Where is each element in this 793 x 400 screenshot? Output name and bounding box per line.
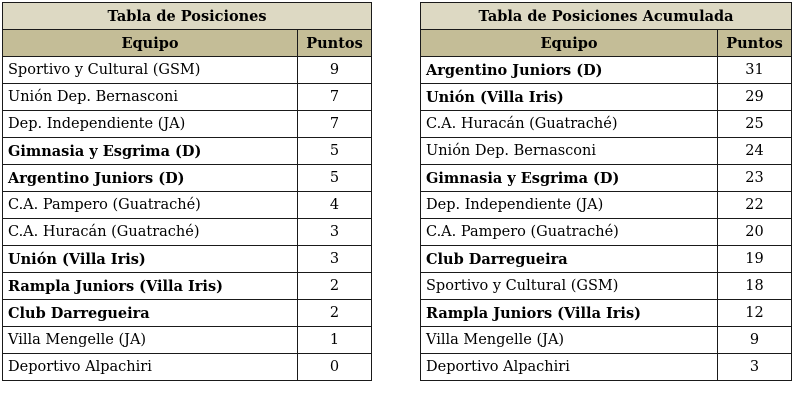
points-cell: 20 bbox=[718, 219, 792, 246]
points-cell: 25 bbox=[718, 111, 792, 138]
points-cell: 2 bbox=[298, 300, 372, 327]
team-name-cell: Club Darregueira bbox=[3, 300, 298, 327]
table-row bbox=[421, 219, 792, 246]
table-row bbox=[421, 273, 792, 300]
table-row bbox=[3, 84, 372, 111]
team-name-cell: C.A. Pampero (Guatraché) bbox=[3, 192, 298, 219]
team-name-cell: C.A. Pampero (Guatraché) bbox=[421, 219, 718, 246]
table-row bbox=[3, 246, 372, 273]
table-row bbox=[3, 219, 372, 246]
points-cell: 29 bbox=[718, 84, 792, 111]
team-name-cell: C.A. Huracán (Guatraché) bbox=[3, 219, 298, 246]
points-cell: 9 bbox=[298, 57, 372, 84]
table-row bbox=[3, 165, 372, 192]
table-title: Tabla de Posiciones Acumulada bbox=[421, 3, 792, 30]
points-cell: 3 bbox=[298, 219, 372, 246]
table-row bbox=[3, 138, 372, 165]
team-name-cell: Sportivo y Cultural (GSM) bbox=[421, 273, 718, 300]
table-row bbox=[421, 246, 792, 273]
table-title-row bbox=[421, 3, 792, 30]
team-column-header: Equipo bbox=[3, 30, 298, 57]
points-cell: 22 bbox=[718, 192, 792, 219]
points-cell: 24 bbox=[718, 138, 792, 165]
points-cell: 2 bbox=[298, 273, 372, 300]
accumulated-standings-table bbox=[420, 2, 792, 381]
points-cell: 31 bbox=[718, 57, 792, 84]
team-name-cell: Rampla Juniors (Villa Iris) bbox=[3, 273, 298, 300]
team-name-cell: Deportivo Alpachiri bbox=[421, 354, 718, 381]
team-name-cell: Unión Dep. Bernasconi bbox=[421, 138, 718, 165]
points-cell: 12 bbox=[718, 300, 792, 327]
points-cell: 3 bbox=[298, 246, 372, 273]
points-cell: 0 bbox=[298, 354, 372, 381]
table-row bbox=[421, 165, 792, 192]
table-body bbox=[3, 57, 372, 381]
table-row bbox=[3, 57, 372, 84]
team-name-cell: Club Darregueira bbox=[421, 246, 718, 273]
table-row bbox=[3, 192, 372, 219]
team-name-cell: Unión Dep. Bernasconi bbox=[3, 84, 298, 111]
table-body bbox=[421, 57, 792, 381]
team-name-cell: Sportivo y Cultural (GSM) bbox=[3, 57, 298, 84]
points-cell: 5 bbox=[298, 138, 372, 165]
team-name-cell: Argentino Juniors (D) bbox=[421, 57, 718, 84]
points-cell: 3 bbox=[718, 354, 792, 381]
points-cell: 5 bbox=[298, 165, 372, 192]
team-name-cell: Unión (Villa Iris) bbox=[3, 246, 298, 273]
team-name-cell: C.A. Huracán (Guatraché) bbox=[421, 111, 718, 138]
table-title-row bbox=[3, 3, 372, 30]
points-column-header: Puntos bbox=[298, 30, 372, 57]
table-row bbox=[421, 57, 792, 84]
table-header-row bbox=[421, 30, 792, 57]
table-row bbox=[421, 354, 792, 381]
table-row bbox=[3, 111, 372, 138]
table-row bbox=[421, 84, 792, 111]
table-row bbox=[3, 354, 372, 381]
table-row bbox=[3, 327, 372, 354]
points-cell: 23 bbox=[718, 165, 792, 192]
team-name-cell: Gimnasia y Esgrima (D) bbox=[3, 138, 298, 165]
team-name-cell: Dep. Independiente (JA) bbox=[3, 111, 298, 138]
table-row bbox=[421, 300, 792, 327]
points-cell: 9 bbox=[718, 327, 792, 354]
table-row bbox=[421, 111, 792, 138]
team-name-cell: Villa Mengelle (JA) bbox=[3, 327, 298, 354]
points-cell: 4 bbox=[298, 192, 372, 219]
points-cell: 18 bbox=[718, 273, 792, 300]
table-row bbox=[421, 327, 792, 354]
team-name-cell: Unión (Villa Iris) bbox=[421, 84, 718, 111]
team-column-header: Equipo bbox=[421, 30, 718, 57]
table-title: Tabla de Posiciones bbox=[3, 3, 372, 30]
points-cell: 19 bbox=[718, 246, 792, 273]
table-row bbox=[3, 300, 372, 327]
table-row bbox=[3, 273, 372, 300]
points-cell: 1 bbox=[298, 327, 372, 354]
team-name-cell: Rampla Juniors (Villa Iris) bbox=[421, 300, 718, 327]
team-name-cell: Dep. Independiente (JA) bbox=[421, 192, 718, 219]
table-header-row bbox=[3, 30, 372, 57]
team-name-cell: Argentino Juniors (D) bbox=[3, 165, 298, 192]
team-name-cell: Villa Mengelle (JA) bbox=[421, 327, 718, 354]
points-column-header: Puntos bbox=[718, 30, 792, 57]
points-cell: 7 bbox=[298, 84, 372, 111]
table-row bbox=[421, 192, 792, 219]
points-cell: 7 bbox=[298, 111, 372, 138]
team-name-cell: Deportivo Alpachiri bbox=[3, 354, 298, 381]
table-row bbox=[421, 138, 792, 165]
standings-table bbox=[2, 2, 372, 381]
team-name-cell: Gimnasia y Esgrima (D) bbox=[421, 165, 718, 192]
